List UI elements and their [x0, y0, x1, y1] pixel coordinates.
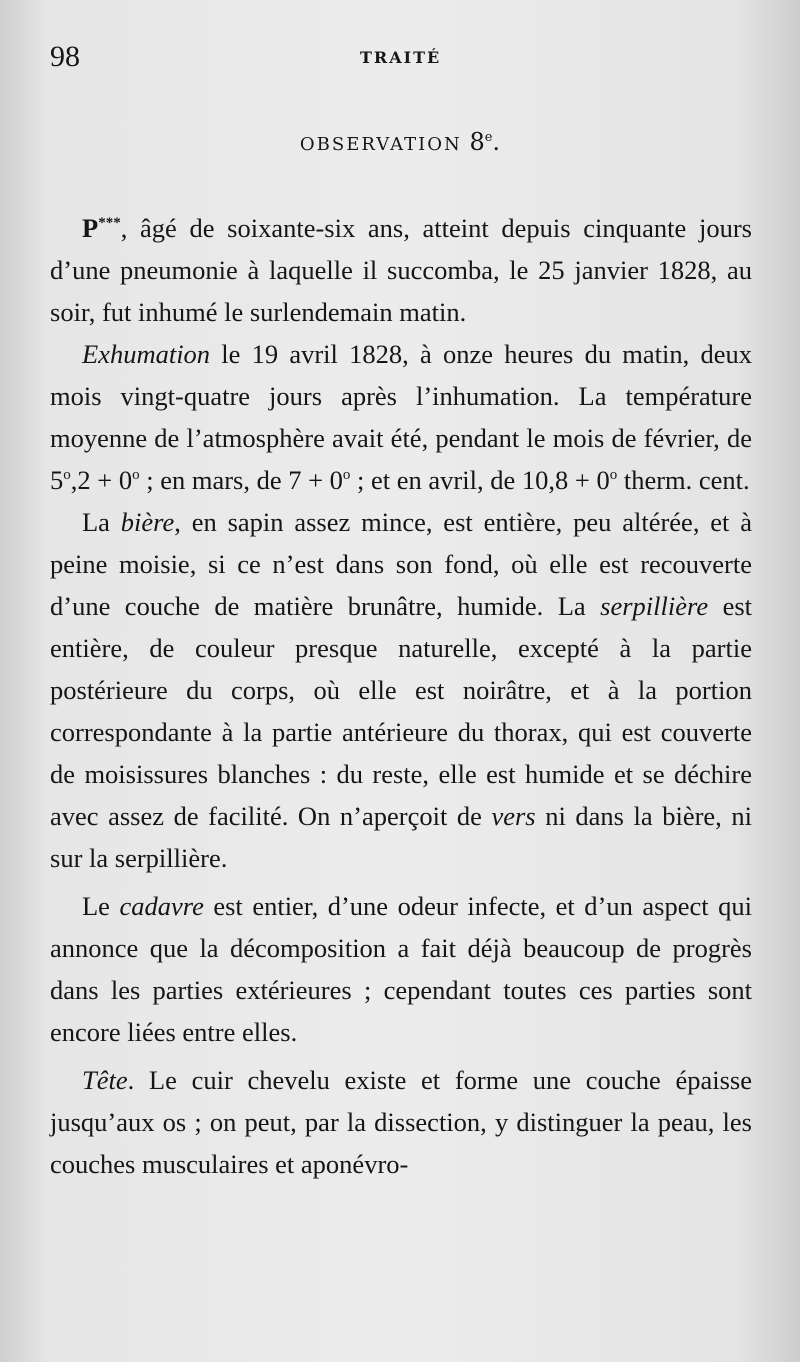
observation-number: 8e.	[469, 128, 501, 156]
cadavre-term: cadavre	[119, 891, 204, 921]
degree-mark: o	[132, 467, 140, 484]
vers-term: vers	[491, 801, 536, 831]
tete-term: Tête	[82, 1065, 128, 1095]
cadaver-text: est entier, d’une odeur infecte, et d’un aspect qui annonce que la décomposition a fait déjà beaucoup de progrès dans les parties extérieures ; cependant toutes ces parties sont encore liées entre elles.	[50, 891, 752, 1047]
patient-initial: P	[82, 213, 99, 243]
serpilliere-term: serpillière	[600, 591, 709, 621]
cadaver-pre: Le	[82, 891, 120, 921]
paragraph-case-intro	[50, 207, 752, 333]
body-text	[50, 207, 752, 1185]
coffin-text-a: , en sapin assez mince, est entière, peu altérée, et à peine moisie, si ce n’est dans son fond, où elle est recouverte d’une couche de matière brunâtre, humide. La	[50, 507, 752, 621]
paragraph-head	[50, 1059, 752, 1185]
biere-term: bière	[120, 507, 175, 537]
coffin-text-c: ni dans la bière, ni sur la serpillière.	[50, 801, 752, 873]
exhumation-text-b: ,2 + 0	[70, 465, 133, 495]
case-intro-text: , âgé de soixante-six ans, atteint depuis cinquante jours d’une pneumonie à laquelle il succomba, le 25 janvier 1828, au soir, fut inhumé le surlendemain matin.	[50, 213, 752, 327]
coffin-text-b: est entière, de couleur presque naturelle, excepté à la partie postérieure du corps, où elle est noirâtre, et à la portion correspondante à la partie antérieure du thorax, qui est couverte de moisissures blanches : du reste, elle est humide et se déchire avec assez de facilité. On n’aperçoit de	[50, 591, 753, 831]
degree-mark: o	[63, 467, 71, 484]
degree-mark: o	[609, 467, 618, 484]
exhumation-text-a: le 19 avril 1828, à onze heures du matin, deux mois vingt-quatre jours après l’inhumation. La température moyenne de l’atmosphère avait été, pendant le mois de février, de 5	[50, 339, 752, 495]
coffin-pre: La	[82, 507, 121, 537]
exhumation-text-e: therm. cent.	[617, 465, 750, 495]
exhumation-term: Exhumation	[82, 339, 211, 369]
head-text: . Le cuir chevelu existe et forme une couche épaisse jusqu’aux os ; on peut, par la dissection, y distinguer la peau, les couches musculaires et aponévro-	[50, 1065, 752, 1179]
paragraph-exhumation	[50, 333, 752, 501]
degree-mark: o	[342, 467, 351, 484]
page-header	[50, 40, 750, 80]
running-head: TRAITÉ	[360, 48, 442, 67]
exhumation-text-d: ; et en avril, de 10,8 + 0	[350, 465, 610, 495]
observation-label: OBSERVATION	[299, 134, 462, 155]
observation-heading	[0, 128, 800, 156]
exhumation-text-c: ; en mars, de 7 + 0	[139, 465, 343, 495]
paragraph-coffin	[50, 501, 752, 879]
page-number: 98	[50, 40, 80, 73]
patient-stars: ***	[98, 215, 121, 232]
observation-suffix: e	[484, 130, 493, 145]
paragraph-cadaver	[50, 885, 752, 1053]
